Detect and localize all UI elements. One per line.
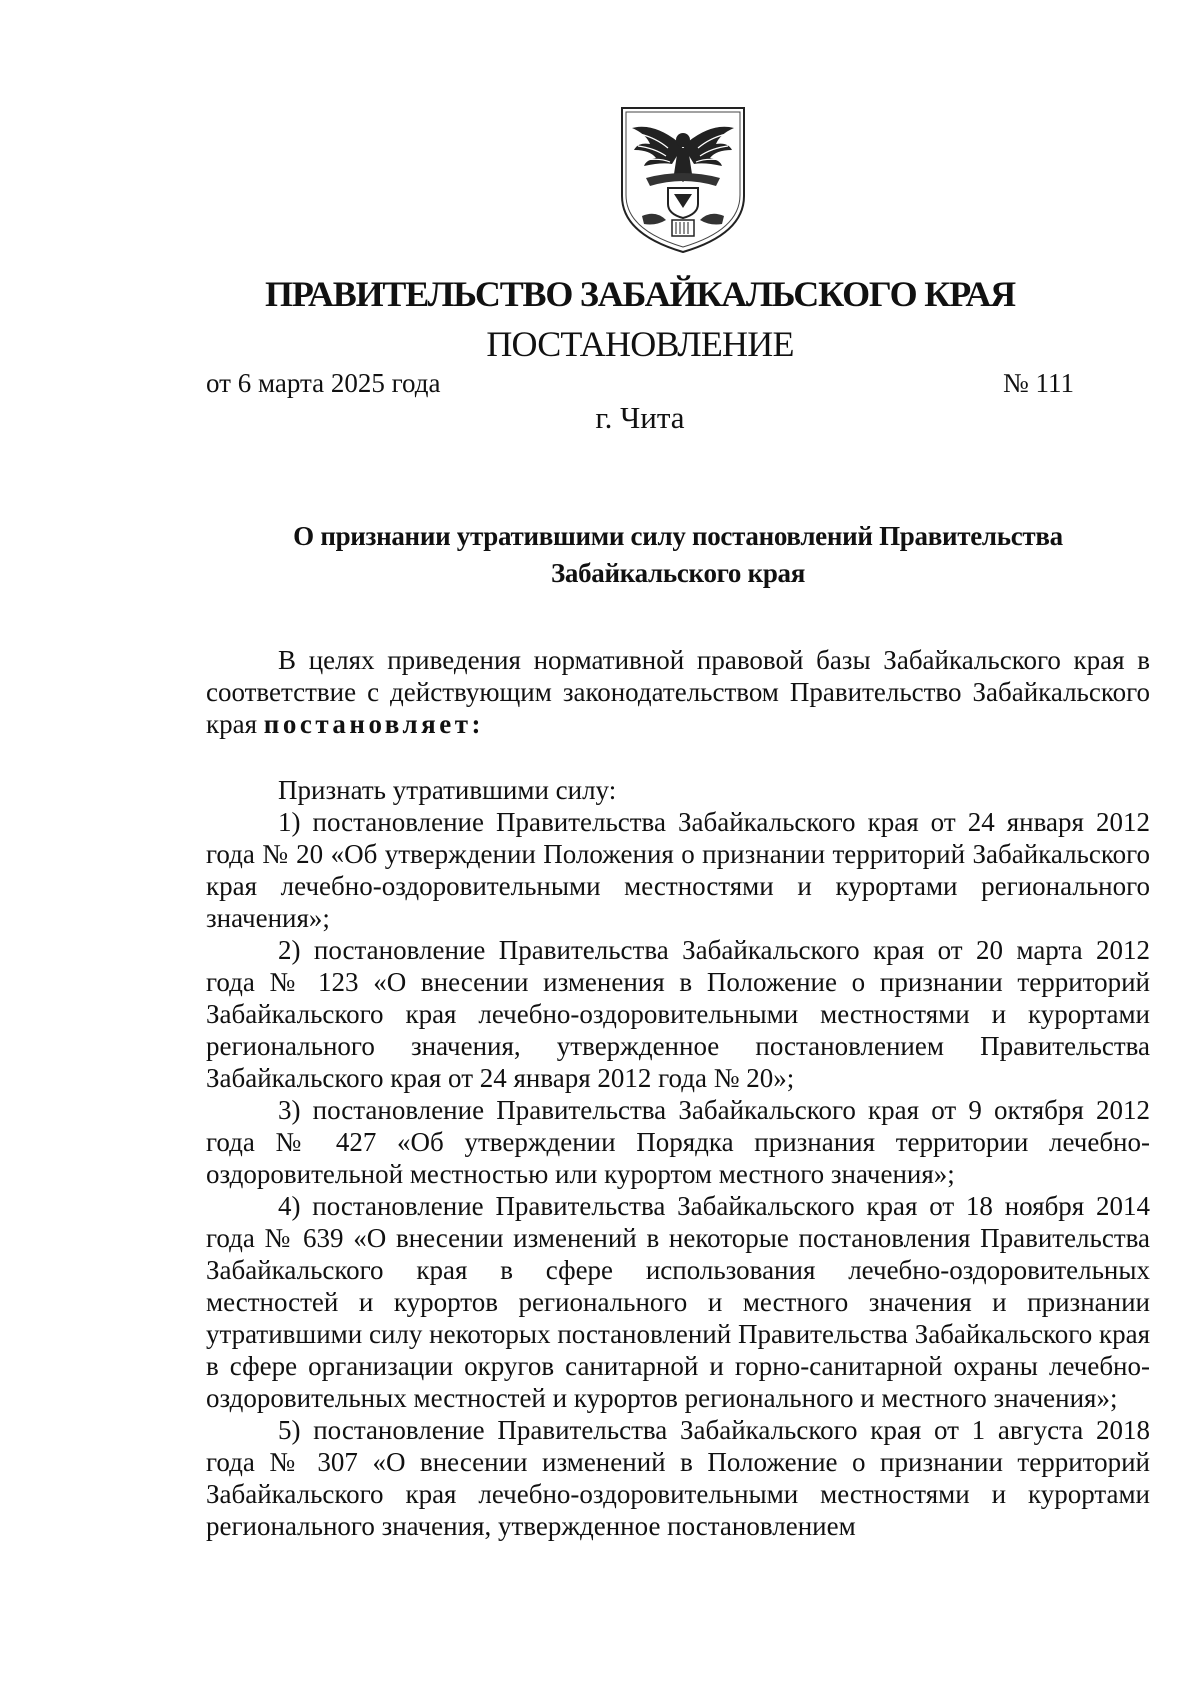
list-item: 5) постановление Правительства Забайкальского края от 1 августа 2018 года № 307 «О внесении изменений в Положение о признании территорий Забайкальского края лечебно-оздоровительными местностями и курортами регионального значения, утвержденное постановлением [206,1415,1150,1541]
preamble-verb: постановляет [263,709,472,739]
document-title [206,518,1150,592]
list-item: 4) постановление Правительства Забайкальского края от 18 ноября 2014 года № 639 «О внесении изменений в некоторые постановления Правительства Забайкальского края в сфере использования лечебно-оздоровительных местностей и курортов регионального и местного значения и признании утратившими силу некоторых постановлений Правительства Забайкальского края в сфере организации округов санитарной и горно-санитарной охраны лечебно-оздоровительных местностей и курортов регионального и местного значения»; [206,1191,1150,1413]
preamble-colon: : [471,709,485,739]
list-intro: Признать утратившими силу: [278,775,617,805]
document-type: ПОСТАНОВЛЕНИЕ [486,324,794,364]
government-name: ПРАВИТЕЛЬСТВО ЗАБАЙКАЛЬСКОГО КРАЯ [265,274,1015,314]
list-item: 1) постановление Правительства Забайкальского края от 24 января 2012 года № 20 «Об утверждении Положения о признании территорий Забайкальского края лечебно-оздоровительными местностями и курортами регионального значения»; [206,807,1150,933]
document-city: г. Чита [595,400,685,435]
preamble-paragraph [206,644,1150,740]
list-item: 3) постановление Правительства Забайкальского края от 9 октября 2012 года № 427 «Об утверждении Порядка признания территории лечебно-оздоровительной местностью или курортом местного значения»; [206,1095,1150,1189]
document-date: от 6 марта 2025 года [206,368,441,398]
document-number: № 111 [1002,368,1074,398]
preamble-text: В целях приведения нормативной правовой базы Забайкальского края в соответствие с действующим законодательством Правительство Забайкальского края [206,645,1150,739]
document-title-line: О признании утратившими силу постановлений Правительства [293,521,1063,551]
coat-of-arms-emblem [616,104,750,256]
list-item: 2) постановление Правительства Забайкальского края от 20 марта 2012 года № 123 «О внесении изменения в Положение о признании территорий Забайкальского края лечебно-оздоровительными местностями и курортами регионального значения, утвержденное постановлением Правительства Забайкальского края от 24 января 2012 года № 20»; [206,935,1150,1093]
document-title-line: Забайкальского края [550,558,806,588]
document-body [206,644,1150,1542]
